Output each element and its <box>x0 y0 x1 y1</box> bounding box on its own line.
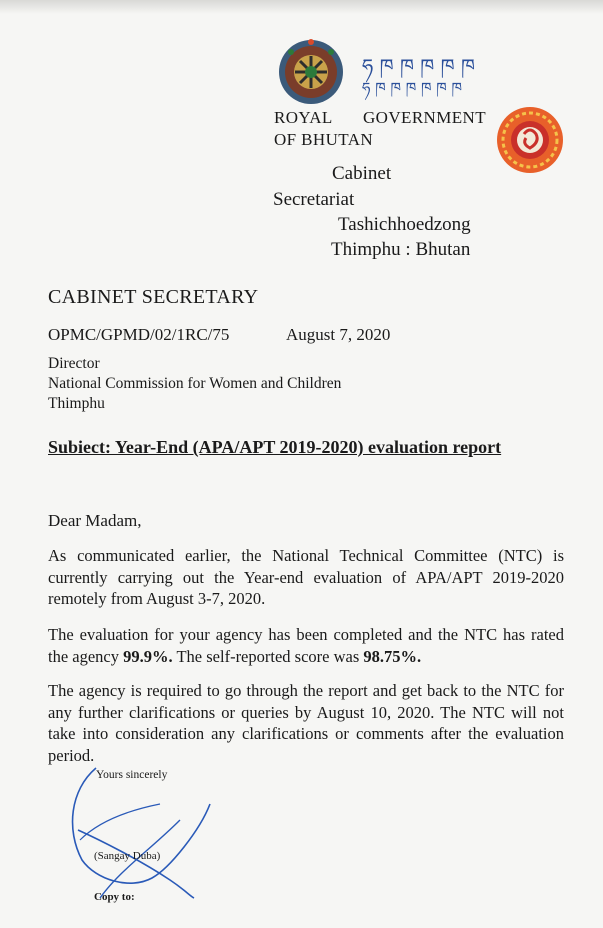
office-line-cabinet: Cabinet <box>332 163 392 184</box>
dzongkha-header-line1: ཧ ཁ ཁ ཁ ཁ ཁ <box>362 54 476 78</box>
copy-to-label: Copy to: <box>94 891 135 903</box>
salutation: Dear Madam, <box>48 511 142 530</box>
government-name-word1: ROYAL <box>274 108 333 127</box>
paragraph-text: The self-reported score was <box>172 646 364 666</box>
body-paragraph-1: As communicated earlier, the National Technical Committee (NTC) is currently carrying out the Year-end evaluation of APA/APT 2019-2020 remotely from August 3-7, 2020. <box>48 546 564 608</box>
self-reported-score: 98.75%. <box>363 646 422 666</box>
recipient-line: Thimphu <box>48 395 105 412</box>
sender-title: CABINET SECRETARY <box>48 286 259 308</box>
body-paragraph-2 <box>48 624 564 667</box>
national-emblem-icon <box>277 38 345 106</box>
subject-line: Subiect: Year-End (APA/APT 2019-2020) evaluation report <box>48 437 502 457</box>
signature-scribble <box>60 760 230 900</box>
office-line-secretariat: Secretariat <box>273 189 355 210</box>
office-line-location: Tashichhoedzong <box>338 214 471 235</box>
government-name-line2: OF BHUTAN <box>274 130 374 149</box>
office-line-city: Thimphu : Bhutan <box>331 239 471 260</box>
signatory-name: (Sangay Duba) <box>94 850 161 862</box>
reference-number: OPMC/GPMD/02/1RC/75 <box>48 325 230 344</box>
recipient-address <box>48 354 341 414</box>
paragraph-text: The evaluation for your agency has been completed and the NTC has rated the agency <box>48 625 564 666</box>
dzongkha-header-line2: ཧ ཁ ཁ ཁ ཁ ཁ ཁ <box>362 79 463 97</box>
rated-score: 99.9%. <box>123 646 173 666</box>
letter-date: August 7, 2020 <box>286 325 391 344</box>
government-name-word2: GOVERNMENT <box>363 108 486 127</box>
cabinet-seal-icon <box>494 104 566 176</box>
recipient-line: Director <box>48 355 100 372</box>
top-shadow <box>0 0 603 14</box>
recipient-line: National Commission for Women and Children <box>48 375 342 392</box>
body-paragraph-3: The agency is required to go through the report and get back to the NTC for any further clarifications or queries by August 10, 2020. The NTC will not take into consideration any clarifications or comments after the evaluation period. <box>48 681 564 765</box>
closing: Yours sincerely <box>96 769 168 781</box>
